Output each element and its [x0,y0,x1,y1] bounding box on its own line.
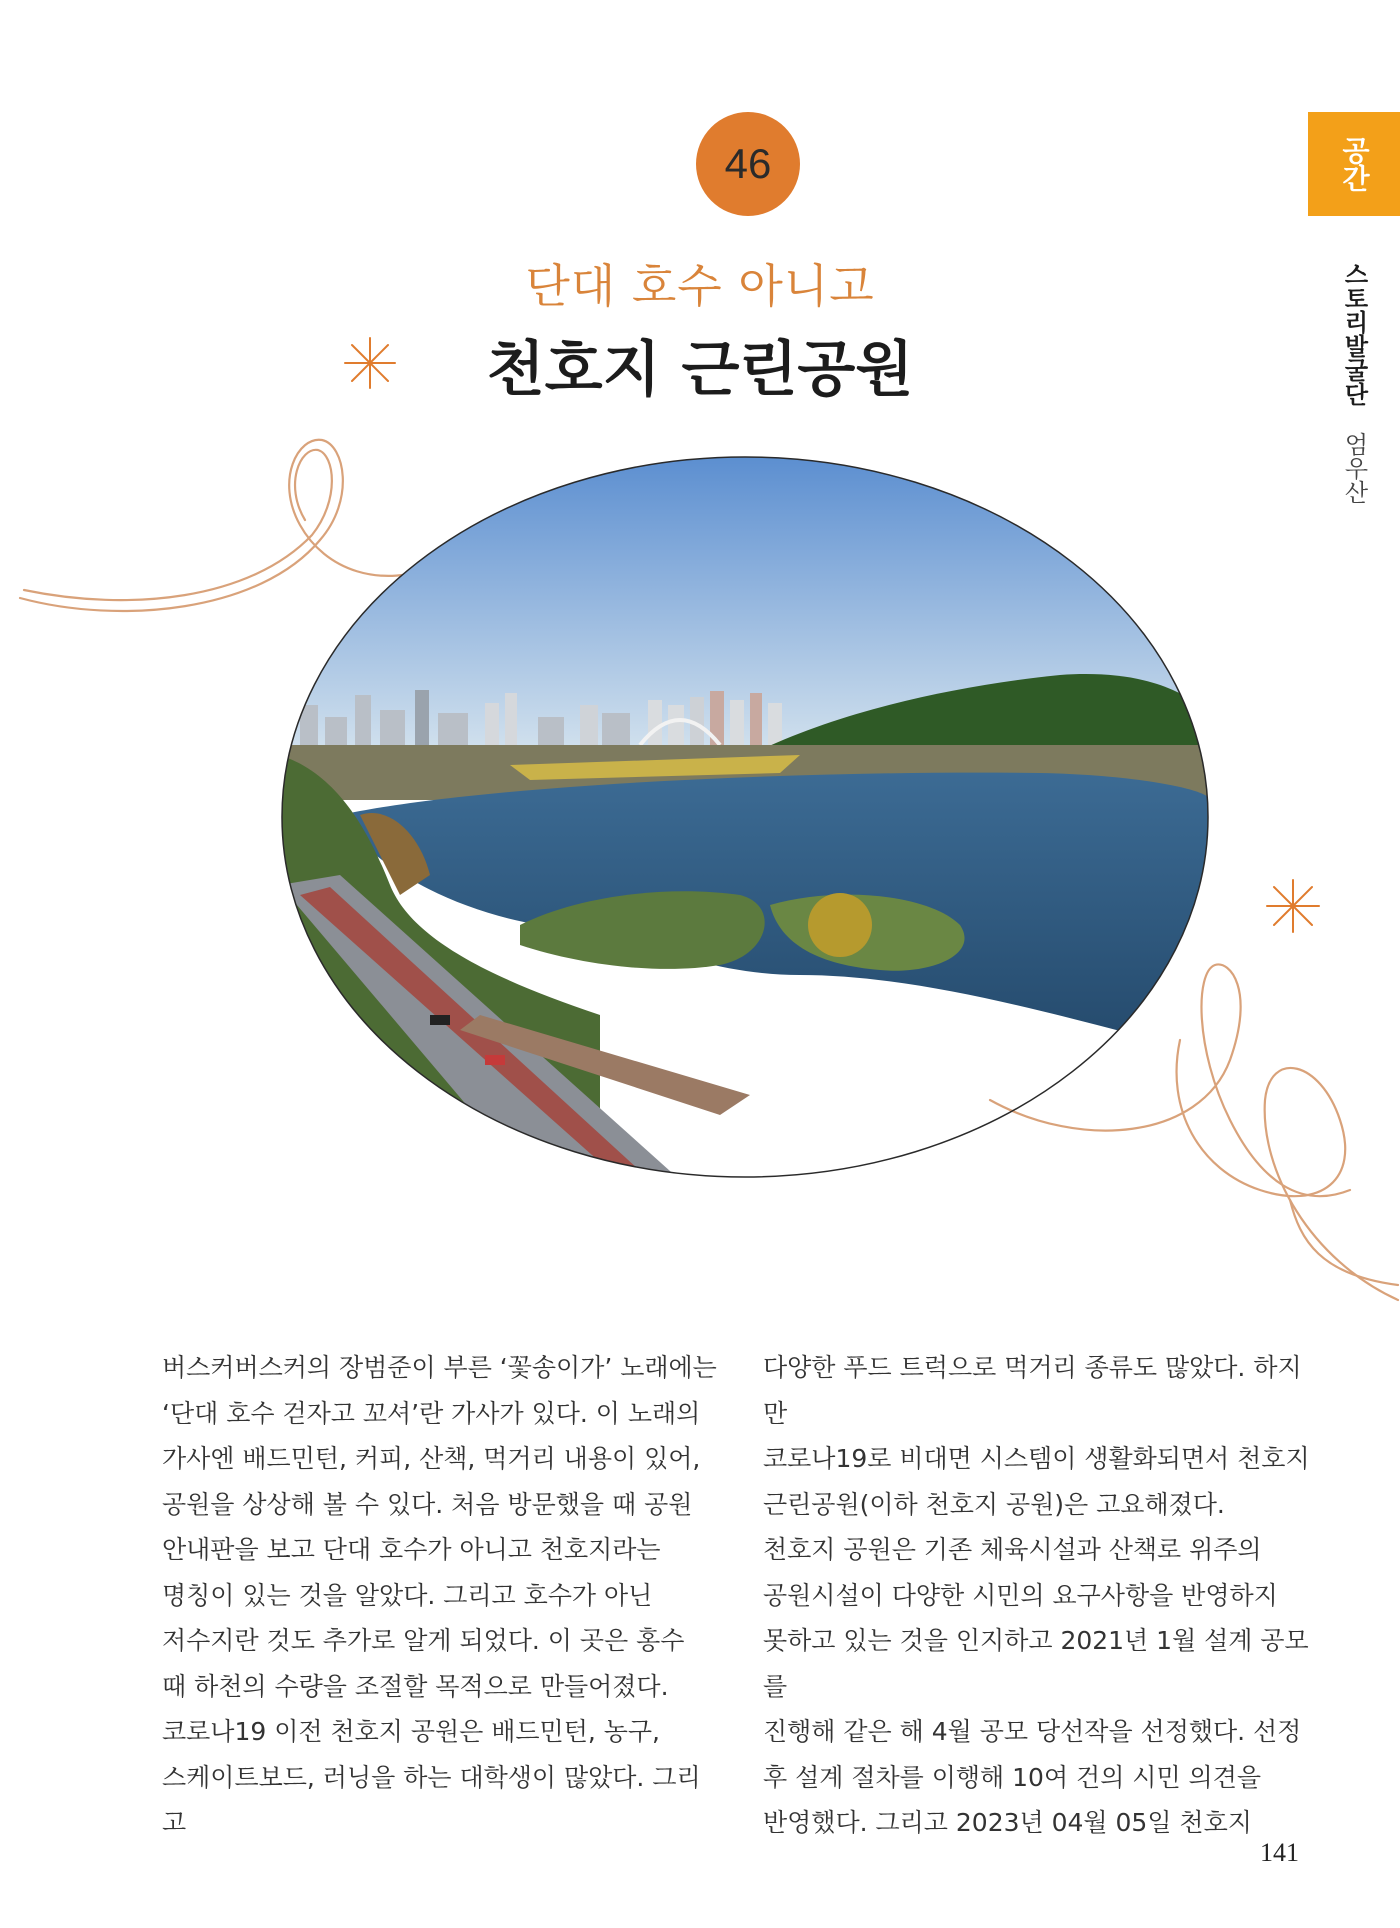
article-number: 46 [724,140,772,187]
author-name: 엄우산 [1340,431,1368,504]
body-text-left-column: 버스커버스커의 장범준이 부른 ‘꽃송이가’ 노래에는 ‘단대 호수 걷자고 꼬셔’란 가사가 있다. 이 노래의 가사엔 배드민턴, 커피, 산책, 먹거리 내용이 있어, 공원을 상상해 볼 수 있다. 처음 방문했을 때 공원 안내판을 보고 단대 호수가 아니고 천호지라는 명칭이 있는 것을 알았다. 그리고 호수가 아닌 저수지란 것도 추가로 알게 되었다. 이 곳은 홍수 때 하천의 수량을 조절할 목적으로 만들어졌다. 코로나19 이전 천호지 공원은 배드민턴, 농구, 스케이트보드, 러닝을 하는 대학생이 많았다. 그리고 [162,1353,717,1837]
lake-photo [280,455,1210,1180]
series-title: 스토리발굴단 [1340,262,1368,406]
article-title: 천호지 근린공원 [486,335,914,405]
right-swirl-3 [1290,1200,1398,1285]
body-text-right-column: 다양한 푸드 트럭으로 먹거리 종류도 많았다. 하지만 코로나19로 비대면 시스템이 생활화되면서 천호지 근린공원(이하 천호지 공원)은 고요해졌다. 천호지 공원은 기존 체육시설과 산책로 위주의 공원시설이 다양한 시민의 요구사항을 반영하지 못하고 있는 것을 인지하고 2021년 1월 설계 공모를 진행해 같은 해 4월 공모 당선작을 선정했다. 선정 후 설계 절차를 이행해 10여 건의 시민 의견을 반영했다. 그리고 2023년 04월 05일 천호지 [763,1353,1310,1837]
series-credit [1332,262,1376,504]
page-number: 141 [1260,1838,1299,1867]
article-number-badge [696,112,800,216]
article-subtitle: 단대 호수 아니고 [525,259,875,313]
sparkle-right [1267,880,1319,932]
section-tab [1308,112,1400,216]
section-tab-label: 공간 [1338,136,1371,192]
